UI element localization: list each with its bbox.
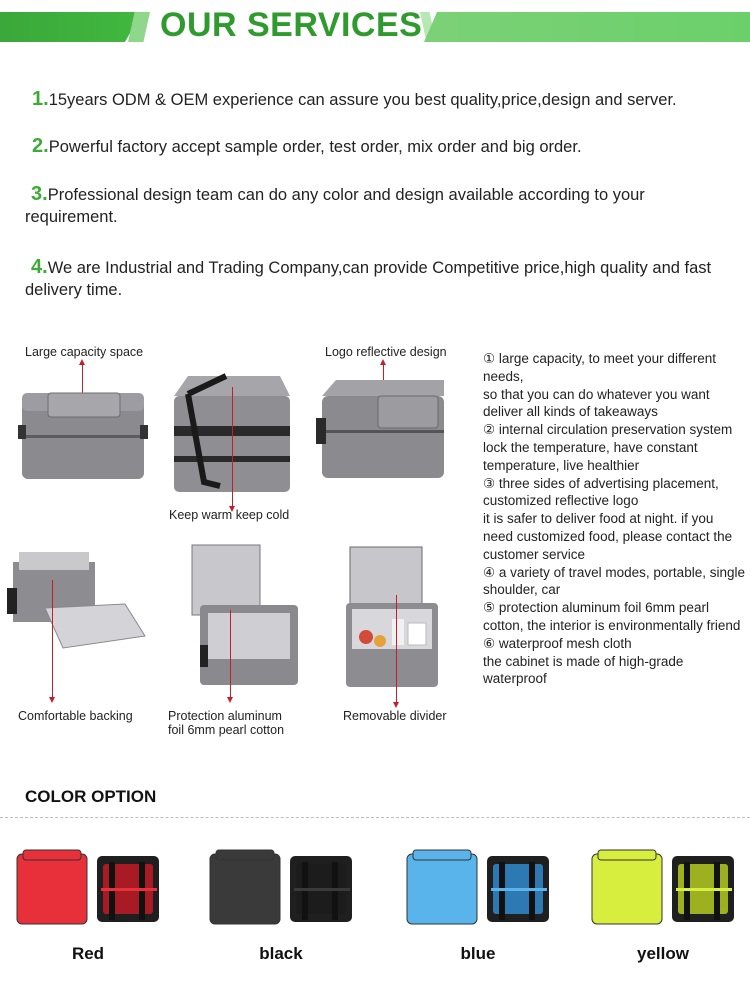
label-protection-aluminum: [168, 709, 284, 737]
arrow-keep-warm: [232, 387, 233, 507]
feature-line: ② internal circulation preservation system lock the temperature, have constant temperature, live healthier: [483, 422, 733, 473]
banner-bar-left: [0, 12, 142, 42]
product-photo-comfortable-backing: [5, 548, 150, 660]
color-swatch-red[interactable]: [15, 848, 165, 928]
service-number: 1.: [32, 88, 49, 110]
feature-line: ④ a variety of travel modes, portable, single shoulder, car: [483, 564, 745, 598]
page-title: OUR SERVICES: [160, 6, 423, 44]
service-item-3: [25, 183, 735, 228]
label-protection-line2: foil 6mm pearl cotton: [168, 723, 285, 737]
service-text: Professional design team can do any color and design available according to your requirement.: [25, 186, 645, 226]
label-keep-warm: Keep warm keep cold: [169, 508, 290, 522]
service-text: Powerful factory accept sample order, test order, mix order and big order.: [48, 138, 582, 156]
product-photo-large-capacity: [18, 385, 150, 485]
label-large-capacity: Large capacity space: [25, 345, 144, 359]
product-photo-logo-reflective: [316, 378, 456, 483]
arrow-protection-aluminum: [230, 610, 231, 698]
product-photo-removable-divider: [342, 545, 442, 690]
service-number: 3.: [31, 183, 48, 205]
label-protection-line1: Protection aluminum: [168, 709, 282, 723]
service-item-2: [32, 135, 742, 158]
service-text: We are Industrial and Trading Company,can provide Competitive price,high quality and fast delivery time.: [25, 259, 712, 299]
label-logo-reflective: Logo reflective design: [325, 345, 447, 359]
services-banner: [0, 0, 750, 52]
product-photo-protection-aluminum: [190, 543, 302, 693]
feature-line: the cabinet is made of high-grade waterproof: [483, 653, 684, 687]
feature-line: so that you can do whatever you want deliver all kinds of takeaways: [483, 386, 710, 420]
color-label-yellow: yellow: [637, 944, 689, 963]
banner-bar-right: [424, 12, 750, 42]
color-label-blue: blue: [460, 944, 496, 963]
color-label-black: black: [259, 944, 303, 963]
feature-line: ③ three sides of advertising placement, customized reflective logo: [483, 475, 719, 509]
section-divider: [0, 817, 750, 818]
color-swatch-yellow[interactable]: [590, 848, 740, 928]
feature-line: ① large capacity, to meet your different needs,: [483, 351, 716, 384]
color-option-title: COLOR OPTION: [25, 787, 157, 806]
feature-line: ⑥ waterproof mesh cloth: [483, 635, 632, 651]
service-item-4: [25, 256, 735, 301]
features-list: [483, 350, 745, 688]
service-item-1: [32, 88, 742, 111]
service-number: 2.: [32, 135, 49, 157]
color-swatch-blue[interactable]: [405, 848, 555, 928]
color-label-red: Red: [71, 944, 105, 963]
label-comfortable-backing: Comfortable backing: [18, 709, 133, 723]
feature-line: ⑤ protection aluminum foil 6mm pearl cotton, the interior is environmentally friend: [483, 600, 741, 633]
arrow-comfortable-backing: [52, 580, 53, 698]
feature-line: it is safer to deliver food at night. if you need customized food, please contact the customer service: [483, 511, 733, 562]
service-number: 4.: [31, 256, 48, 278]
color-swatch-black[interactable]: [208, 848, 358, 928]
label-removable-divider: Removable divider: [343, 709, 447, 723]
service-text: 15years ODM & OEM experience can assure you best quality,price,design and server.: [48, 91, 677, 109]
arrow-removable-divider: [396, 595, 397, 703]
